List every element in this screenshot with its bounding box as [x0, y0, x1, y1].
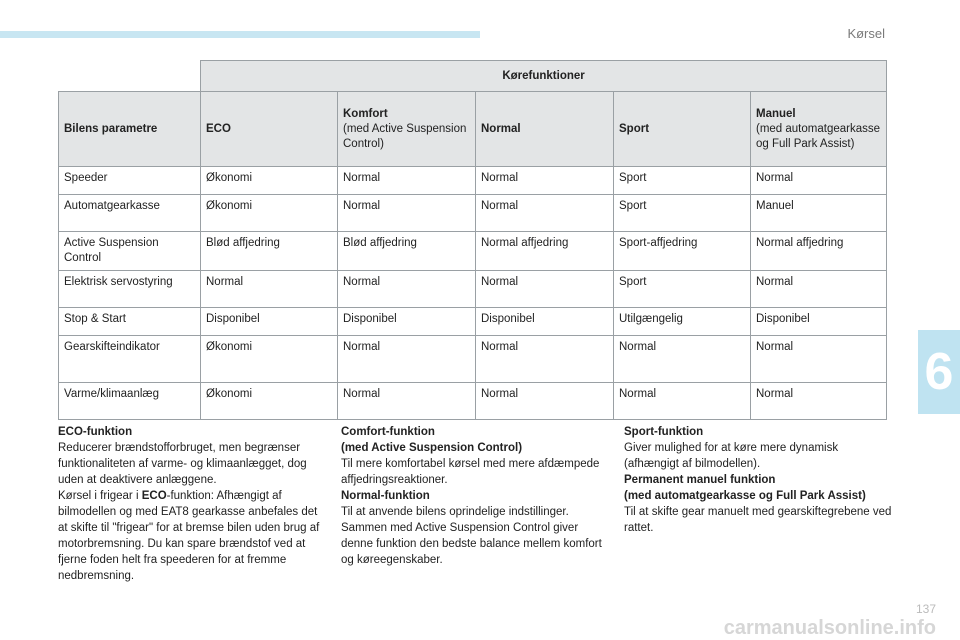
manual-body: Til at skifte gear manuelt med gearskiftegrebene ved rattet.	[624, 506, 892, 534]
table-row	[59, 167, 887, 195]
table-cell: Normal	[476, 383, 614, 420]
table-cell: Normal	[201, 271, 338, 308]
sport-body: Giver mulighed for at køre mere dynamisk (afhængigt af bilmodellen).	[624, 442, 839, 470]
eco-title: ECO-funktion	[58, 426, 133, 438]
column-header: Manuel (med automatgearkasse og Full Park Assist)	[751, 92, 887, 167]
table-cell: Normal	[476, 167, 614, 195]
table-cell: Normal	[476, 195, 614, 232]
table-cell: Normal	[614, 383, 751, 420]
page-number: 137	[915, 602, 936, 616]
table-cell: Normal	[751, 167, 887, 195]
table-row	[59, 308, 887, 336]
table-row	[59, 195, 887, 232]
table-cell: Utilgængelig	[614, 308, 751, 336]
row-parameter: Gearskifteindikator	[59, 336, 201, 383]
column-header: Bilens parametre	[59, 92, 201, 167]
table-row	[59, 232, 887, 271]
table-cell: Normal	[338, 336, 476, 383]
normal-body: Til at anvende bilens oprindelige indstillinger. Sammen med Active Suspension Control giver denne funktion den bedste balance mellem komfort og køreegenskaber.	[341, 506, 602, 566]
column-header: Normal	[476, 92, 614, 167]
table-row	[59, 271, 887, 308]
normal-title: Normal-funktion	[341, 490, 430, 502]
table-cell: Normal	[338, 271, 476, 308]
table-cell: Disponibel	[338, 308, 476, 336]
row-parameter: Elektrisk servostyring	[59, 271, 201, 308]
column-header: Sport	[614, 92, 751, 167]
table-cell: Normal	[476, 336, 614, 383]
table-cell: Økonomi	[201, 195, 338, 232]
comfort-subtitle: (med Active Suspension Control)	[341, 442, 523, 454]
section-label: Kørsel	[847, 26, 885, 41]
sport-title: Sport-funktion	[624, 426, 704, 438]
table-cell: Disponibel	[476, 308, 614, 336]
row-parameter: Active Suspension Control	[59, 232, 201, 271]
table-cell: Blød affjedring	[201, 232, 338, 271]
watermark: carmanualsonline.info	[723, 617, 936, 639]
table-cell: Normal	[751, 383, 887, 420]
table-cell: Disponibel	[201, 308, 338, 336]
table-cell: Manuel	[751, 195, 887, 232]
table-cell: Normal	[338, 167, 476, 195]
table-cell: Sport-affjedring	[614, 232, 751, 271]
table-cell: Normal affjedring	[751, 232, 887, 271]
table-cell: Økonomi	[201, 336, 338, 383]
table-cell: Sport	[614, 167, 751, 195]
comfort-title: Comfort-funktion	[341, 426, 435, 438]
table-cell: Økonomi	[201, 383, 338, 420]
comfort-body: Til mere komfortabel kørsel med mere afdæmpede affjedringsreaktioner.	[341, 458, 600, 486]
table-cell: Økonomi	[201, 167, 338, 195]
group-title: Kørefunktioner	[201, 61, 887, 92]
table-cell: Normal	[338, 383, 476, 420]
eco-body-2: Kørsel i frigear i ECO-funktion: Afhængigt af bilmodellen og med EAT8 gearkasse anbefales det at skifte til "frigear" for at bremse bilen uden brug af motorbremsning. Du kan spare brændstof ved at fjerne foden helt fra speederen for at fremme nedbremsning.	[58, 490, 320, 582]
chapter-tab: 6	[918, 330, 960, 414]
top-accent-bar	[0, 31, 480, 38]
table-cell: Sport	[614, 195, 751, 232]
table-cell: Normal affjedring	[476, 232, 614, 271]
table-row	[59, 383, 887, 420]
table-cell: Sport	[614, 271, 751, 308]
manual-title: Permanent manuel funktion	[624, 474, 776, 486]
table-cell: Normal	[751, 271, 887, 308]
table-cell: Disponibel	[751, 308, 887, 336]
table-cell: Normal	[614, 336, 751, 383]
driving-modes-table	[58, 60, 887, 420]
comfort-normal-text-column	[341, 424, 611, 568]
sport-manual-text-column	[624, 424, 894, 536]
row-parameter: Speeder	[59, 167, 201, 195]
row-parameter: Stop & Start	[59, 308, 201, 336]
row-parameter: Varme/klimaanlæg	[59, 383, 201, 420]
table-cell: Normal	[338, 195, 476, 232]
table-row	[59, 336, 887, 383]
row-parameter: Automatgearkasse	[59, 195, 201, 232]
table-cell: Blød affjedring	[338, 232, 476, 271]
eco-text-column	[58, 424, 328, 584]
table-cell: Normal	[476, 271, 614, 308]
table-cell: Normal	[751, 336, 887, 383]
column-header: Komfort (med Active Suspension Control)	[338, 92, 476, 167]
manual-subtitle: (med automatgearkasse og Full Park Assist)	[624, 490, 866, 502]
table-corner	[59, 61, 201, 92]
eco-body-1: Reducerer brændstofforbruget, men begrænser funktionaliteten af varme- og klimaanlægget, dog uden at deaktivere anlæggene.	[58, 442, 307, 486]
column-header: ECO	[201, 92, 338, 167]
